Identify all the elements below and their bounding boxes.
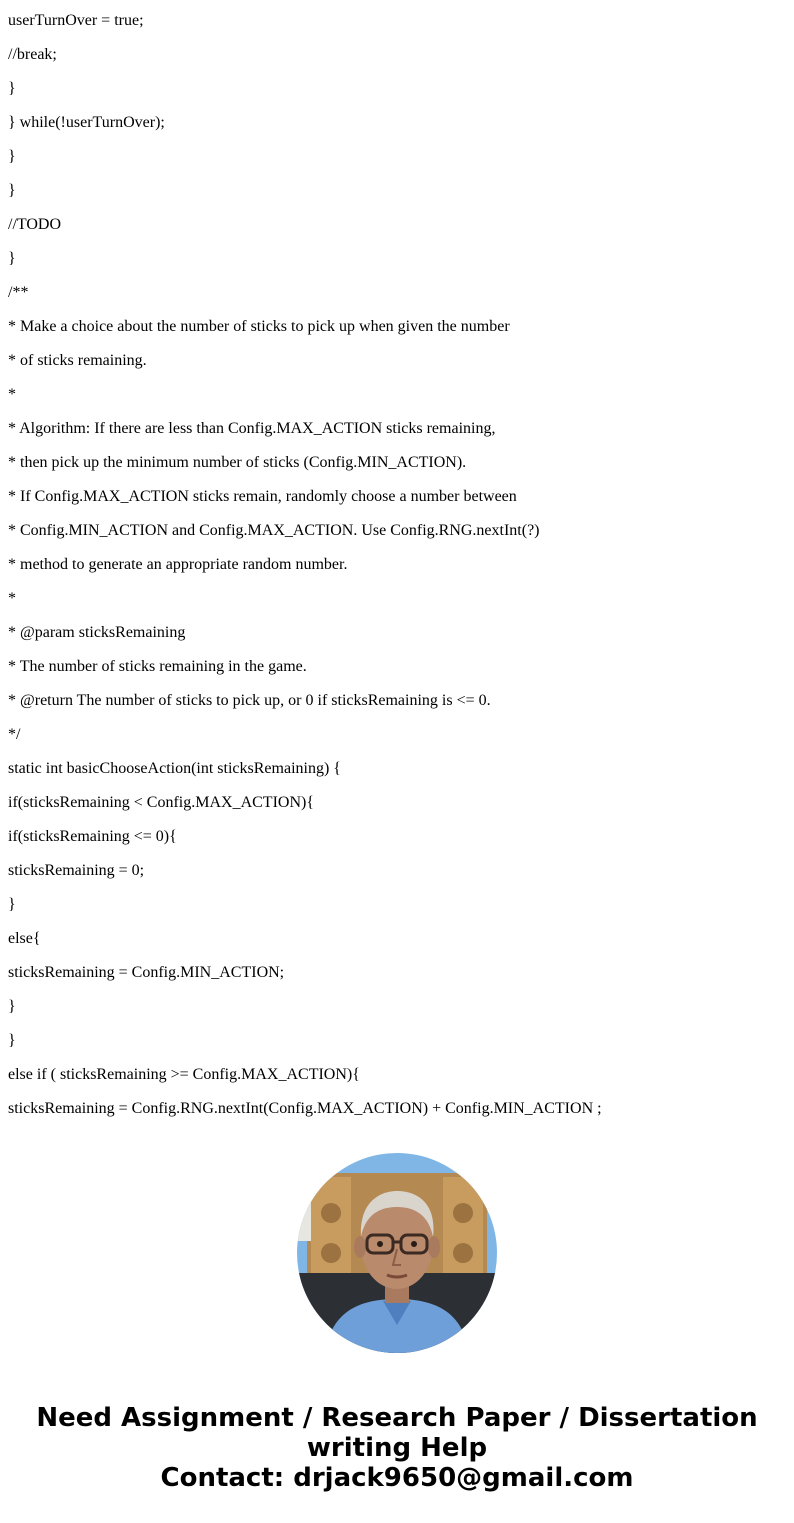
code-line: * of sticks remaining. bbox=[8, 352, 147, 369]
cta-headline: Need Assignment / Research Paper / Dissertation bbox=[36, 1403, 758, 1433]
code-line: if(sticksRemaining < Config.MAX_ACTION){ bbox=[8, 794, 315, 811]
cta-subheadline: writing Help bbox=[306, 1433, 488, 1463]
code-line: sticksRemaining = 0; bbox=[8, 862, 145, 879]
person-photo-icon bbox=[297, 1153, 497, 1353]
code-line: * then pick up the minimum number of sticks (Config.MIN_ACTION). bbox=[8, 454, 467, 471]
code-line: } bbox=[8, 896, 16, 913]
code-line: else{ bbox=[8, 930, 41, 947]
code-listing bbox=[8, 4, 788, 1126]
code-line: * method to generate an appropriate random number. bbox=[8, 556, 348, 573]
code-line: if(sticksRemaining <= 0){ bbox=[8, 828, 177, 845]
code-line: } bbox=[8, 182, 16, 199]
code-line: * @return The number of sticks to pick up, or 0 if sticksRemaining is <= 0. bbox=[8, 692, 491, 709]
code-line: * If Config.MAX_ACTION sticks remain, randomly choose a number between bbox=[8, 488, 517, 505]
code-line: } bbox=[8, 148, 16, 165]
code-line: } bbox=[8, 998, 16, 1015]
code-line: sticksRemaining = Config.RNG.nextInt(Config.MAX_ACTION) + Config.MIN_ACTION ; bbox=[8, 1100, 602, 1117]
code-line: else if ( sticksRemaining >= Config.MAX_ACTION){ bbox=[8, 1066, 360, 1083]
code-line: * The number of sticks remaining in the game. bbox=[8, 658, 307, 675]
code-line: * bbox=[8, 386, 16, 403]
code-line: * Make a choice about the number of sticks to pick up when given the number bbox=[8, 318, 510, 335]
code-line: * @param sticksRemaining bbox=[8, 624, 186, 641]
code-line: //break; bbox=[8, 46, 57, 63]
avatar bbox=[297, 1153, 497, 1353]
code-line: } while(!userTurnOver); bbox=[8, 114, 165, 131]
code-line: * Algorithm: If there are less than Config.MAX_ACTION sticks remaining, bbox=[8, 420, 496, 437]
code-line: //TODO bbox=[8, 216, 62, 233]
code-line: } bbox=[8, 80, 16, 97]
code-line: sticksRemaining = Config.MIN_ACTION; bbox=[8, 964, 285, 981]
code-line: * bbox=[8, 590, 16, 607]
code-line: static int basicChooseAction(int sticksRemaining) { bbox=[8, 760, 341, 777]
code-line: userTurnOver = true; bbox=[8, 12, 144, 29]
code-line: } bbox=[8, 250, 16, 267]
contact-email[interactable]: Contact: drjack9650@gmail.com bbox=[160, 1463, 634, 1493]
code-line: * Config.MIN_ACTION and Config.MAX_ACTION. Use Config.RNG.nextInt(?) bbox=[8, 522, 540, 539]
code-line: */ bbox=[8, 726, 21, 743]
code-line: } bbox=[8, 1032, 16, 1049]
contact-banner bbox=[0, 1403, 794, 1493]
code-line: /** bbox=[8, 284, 29, 301]
